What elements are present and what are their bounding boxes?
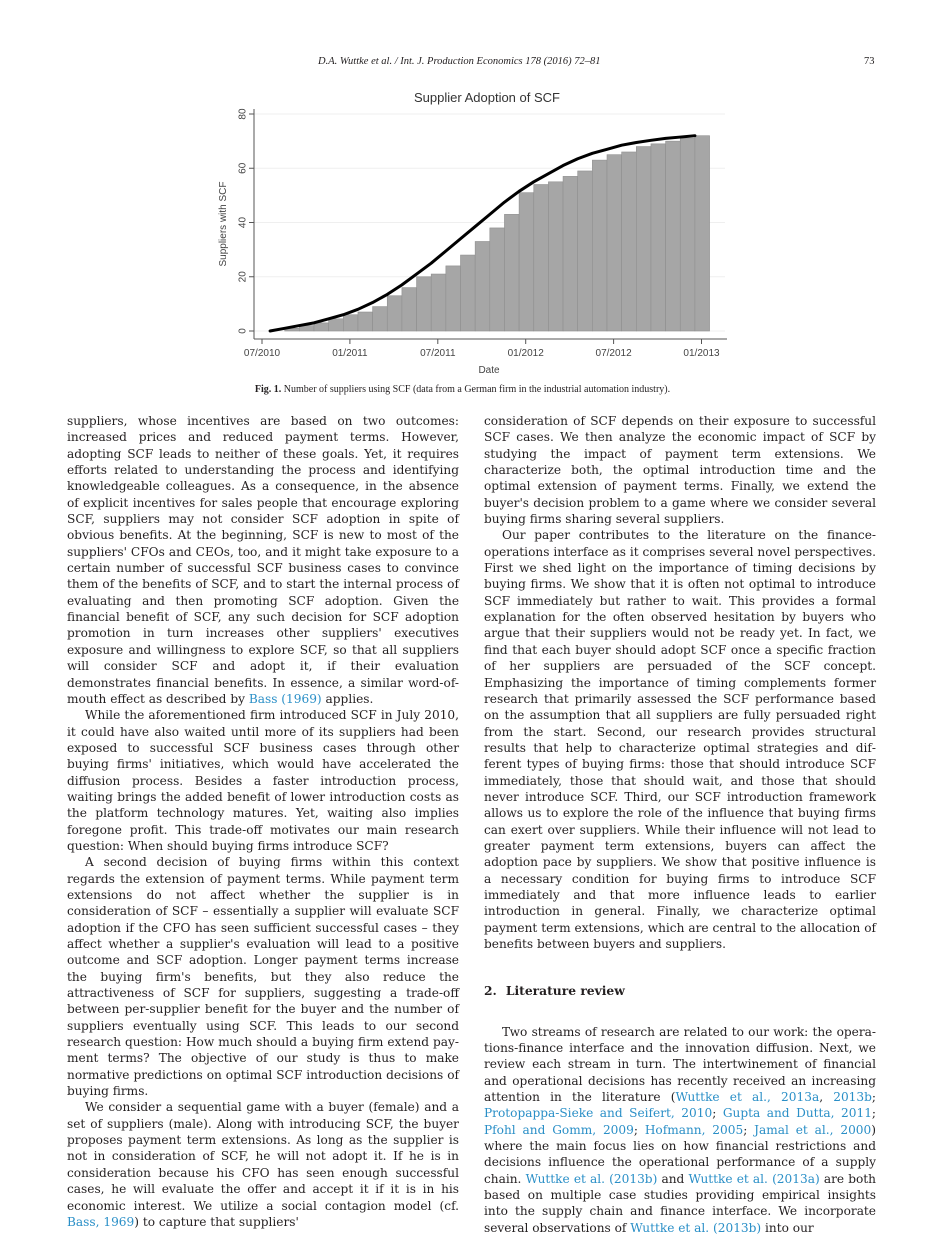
y-tick-label: 80 [237, 108, 249, 120]
paragraph-text: ; [871, 1106, 877, 1121]
right-column [484, 413, 876, 1236]
bar [563, 176, 578, 331]
running-header [0, 56, 925, 70]
paragraph-text: ) where the main focus lies on how financial restrictions and decisions influence the operational performance of a supply chain. [484, 1122, 877, 1186]
figure-caption-text: Number of suppliers using SCF (data from a German firm in the industrial automation industry). [283, 384, 671, 395]
figure-caption [0, 384, 925, 395]
paragraph [484, 527, 876, 952]
figure-1 [210, 84, 730, 384]
chart-title: Supplier Adoption of SCF [414, 90, 560, 105]
paragraph-text: are both based on multiple case studies providing empirical insights into the supply chain and finance interface. We incorporate several observations of [484, 1171, 876, 1235]
y-tick-label: 40 [237, 216, 249, 229]
bar [490, 228, 505, 331]
citation-link[interactable]: Wuttke et al., 2013a [675, 1090, 820, 1105]
bar [592, 160, 607, 331]
bar [519, 193, 534, 331]
x-tick-label: 01/2012 [507, 348, 544, 359]
y-tick-label: 60 [237, 162, 249, 174]
bar [548, 182, 563, 331]
journal-citation: D.A. Wuttke et al. / Int. J. Production Economics 178 (2016) 72–81 [318, 56, 601, 67]
bar [329, 319, 344, 331]
citation-link[interactable]: Bass, 1969 [67, 1214, 135, 1229]
paragraph [67, 707, 459, 854]
citation-link[interactable]: Wuttke et al. (2013a) [688, 1171, 820, 1186]
y-tick-label: 0 [237, 328, 249, 334]
figure-label: Fig. 1. [254, 384, 282, 395]
bar [387, 296, 402, 331]
x-tick-label: 01/2013 [683, 348, 720, 359]
paragraph-text: ; [871, 1090, 876, 1105]
x-tick-label: 01/2011 [332, 348, 368, 359]
bar [431, 274, 446, 331]
section-title: Literature review [505, 983, 625, 999]
paragraph [67, 854, 459, 1099]
citation-link[interactable]: Hofmann, 2005 [644, 1122, 744, 1137]
bar [534, 185, 549, 331]
paragraph-text: ; [633, 1122, 645, 1137]
citation-link[interactable]: Wuttke et al. (2013b) [630, 1220, 762, 1235]
citation-link[interactable]: Protopappa-Sieke and Seifert, 2010 [484, 1106, 713, 1121]
paragraph [484, 1024, 876, 1236]
paragraph-text: applies. [321, 691, 374, 706]
paragraph-text: ; [743, 1122, 755, 1137]
citation-link[interactable]: Jamal et al., 2000 [754, 1122, 872, 1137]
paragraph-text: into our [761, 1220, 814, 1235]
bar [358, 312, 373, 331]
citation-link[interactable]: 2013b [833, 1090, 872, 1105]
paragraph-text: A second decision of buying firms within this context regards the extension of payment terms. While payment term extensions do not affect whether the supplier is in consideration of SCF – essentially a supplier will evaluate SCF adoption if the CFO has seen sufficient successful cases – they affect whether a supplier's evaluation will lead to a positive outcome and SCF adoption. Longer payment terms increase the buying firm's benefits, but they also reduce the attractiveness of SCF for suppliers, suggesting a trade-off between per-supplier benefit for the buyer and the number of suppliers eventually using SCF. This leads to our second research question: How much should a buying firm extend payment terms? The objective of our study is thus to make normative predictions on optimal SCF introduction decisions of buying firms. [67, 855, 459, 1099]
paragraph-text: Our paper contributes to the literature on the finance-operations interface as it comprises several novel perspectives. First we shed light on the importance of timing decisions by buying firms. We show that it is often not optimal to introduce SCF immediately but rather to wait. This provides a formal explanation for the often observed hesitation by buyers who argue that their suppliers would not be ready yet. In fact, we find that each buyer should adopt SCF once a specific fraction of her suppliers are persuaded of the SCF concept. Emphasizing the importance of timing complements former research that primarily assessed the SCF performance based on the assumption that all suppliers are fully persuaded right from the start. Second, our research provides structural results that help to characterize optimal strategies and different types of buying firms: those that should introduce SCF immediately, those that should wait, and those that should never introduce SCF. Third, our SCF introduction framework allows us to explore the role of the influence that buying firms can exert over suppliers. While their influence will not lead to greater payment term extensions, buyers can affect the adoption pace by suppliers. We show that positive influence is a necessary condition for buying firms to introduce SCF immediately and that more influence leads to earlier introduction in general. Finally, we characterize optimal payment term extensions, which are central to the allocation of benefits between buyers and suppliers. [484, 528, 876, 951]
citation-link[interactable]: Gupta and Dutta, 2011 [722, 1106, 872, 1121]
citation-link[interactable]: Bass (1969) [248, 691, 322, 706]
literature-review-body [484, 1024, 876, 1236]
section-heading [484, 983, 876, 999]
bar [636, 147, 651, 331]
paragraph-text: consideration of SCF depends on their exposure to successful SCF cases. We then analyze the economic impact of SCF by studying the impact of payment term extensions. We characterize both, the optimal introduction time and the optimal extension of payment terms. Finally, we extend the buyer's decision problem to a game where we consider several buying firms sharing several suppliers. [484, 414, 876, 527]
bar [314, 323, 329, 331]
paragraph-text: ) to capture that suppliers' [134, 1214, 299, 1229]
supplier-adoption-chart [210, 84, 730, 384]
paragraph-text: and [657, 1171, 689, 1186]
bar [475, 241, 490, 331]
bar [504, 214, 519, 331]
left-column [67, 413, 459, 1230]
y-axis-label: Suppliers with SCF [218, 181, 229, 267]
paragraph [67, 1099, 459, 1230]
paragraph [484, 413, 876, 527]
section-number: 2. [484, 983, 497, 999]
bar [446, 266, 461, 331]
paragraph-text: , [819, 1090, 834, 1105]
bar [343, 315, 358, 331]
bar [695, 136, 710, 331]
bar [666, 141, 681, 331]
bar [622, 152, 637, 331]
citation-link[interactable]: Pfohl and Gomm, 2009 [484, 1122, 634, 1137]
right-column-intro [484, 413, 876, 952]
bar [417, 277, 432, 331]
bar [651, 144, 666, 331]
paragraph-text: suppliers, whose incentives are based on two outcomes: increased prices and reduced payment terms. However, adopting SCF leads to neither of these goals. Yet, it requires efforts related to understanding the process and identifying knowledgeable colleagues. As a consequence, in the absence of explicit incentives for sales people that encourage exploring SCF, suppliers may not consider SCF adoption in spite of obvious benefits. At the beginning, SCF is new to most of the suppliers' CFOs and CEOs, too, and it might take exposure to a certain number of successful SCF business cases to convince them of the benefits of SCF, and to start the internal process of evaluating and then promoting SCF adoption. Given the financial benefit of SCF, any such decision for SCF adoption promotion in turn increases other suppliers' executives exposure and willingness to explore SCF, so that all suppliers will consider SCF and adopt it, if their evaluation demonstrates financial benefits. In essence, a similar word-of-mouth effect as described by [67, 414, 459, 706]
x-tick-label: 07/2011 [420, 348, 456, 359]
x-tick-label: 07/2010 [243, 348, 281, 359]
paragraph-text: Two streams of research are related to our work: the operations-finance interface and the innovation diffusion. Next, we review each stream in turn. The intertwinement of financial and operational decisions has recently received an increasing attention in the literature ( [484, 1024, 876, 1105]
y-tick-label: 20 [237, 271, 249, 283]
paragraph [67, 413, 459, 707]
x-axis-label: Date [478, 365, 500, 376]
page-number: 73 [864, 56, 875, 67]
paragraph-text: ; [712, 1106, 723, 1121]
bar [578, 171, 593, 331]
bar [680, 138, 695, 331]
citation-link[interactable]: Wuttke et al. (2013b) [525, 1171, 658, 1186]
bar [461, 255, 476, 331]
paragraph-text: We consider a sequential game with a buyer (female) and a set of suppliers (male). Along with introducing SCF, the buyer proposes payment term extensions. As long as the supplier is not in consideration of SCF, he will not adopt it. If he is in consideration because his CFO has seen enough successful cases, he will evaluate the offer and accept it if it is in his economic interest. We utilize a social contagion model (cf. [67, 1100, 459, 1213]
bar [373, 307, 388, 331]
bar [402, 288, 417, 331]
bar [607, 155, 622, 331]
paragraph-text: While the aforementioned firm introduced SCF in July 2010, it could have also waited until more of its suppliers had been exposed to successful SCF business cases through other buying firms' initiatives, which would have accelerated the diffusion process. Besides a faster introduction process, waiting brings the added benefit of lower introduction costs as the platform technology matures. Yet, waiting also implies foregone profit. This trade-off motivates our main research question: When should buying firms introduce SCF? [67, 708, 459, 853]
x-tick-label: 07/2012 [595, 348, 632, 359]
